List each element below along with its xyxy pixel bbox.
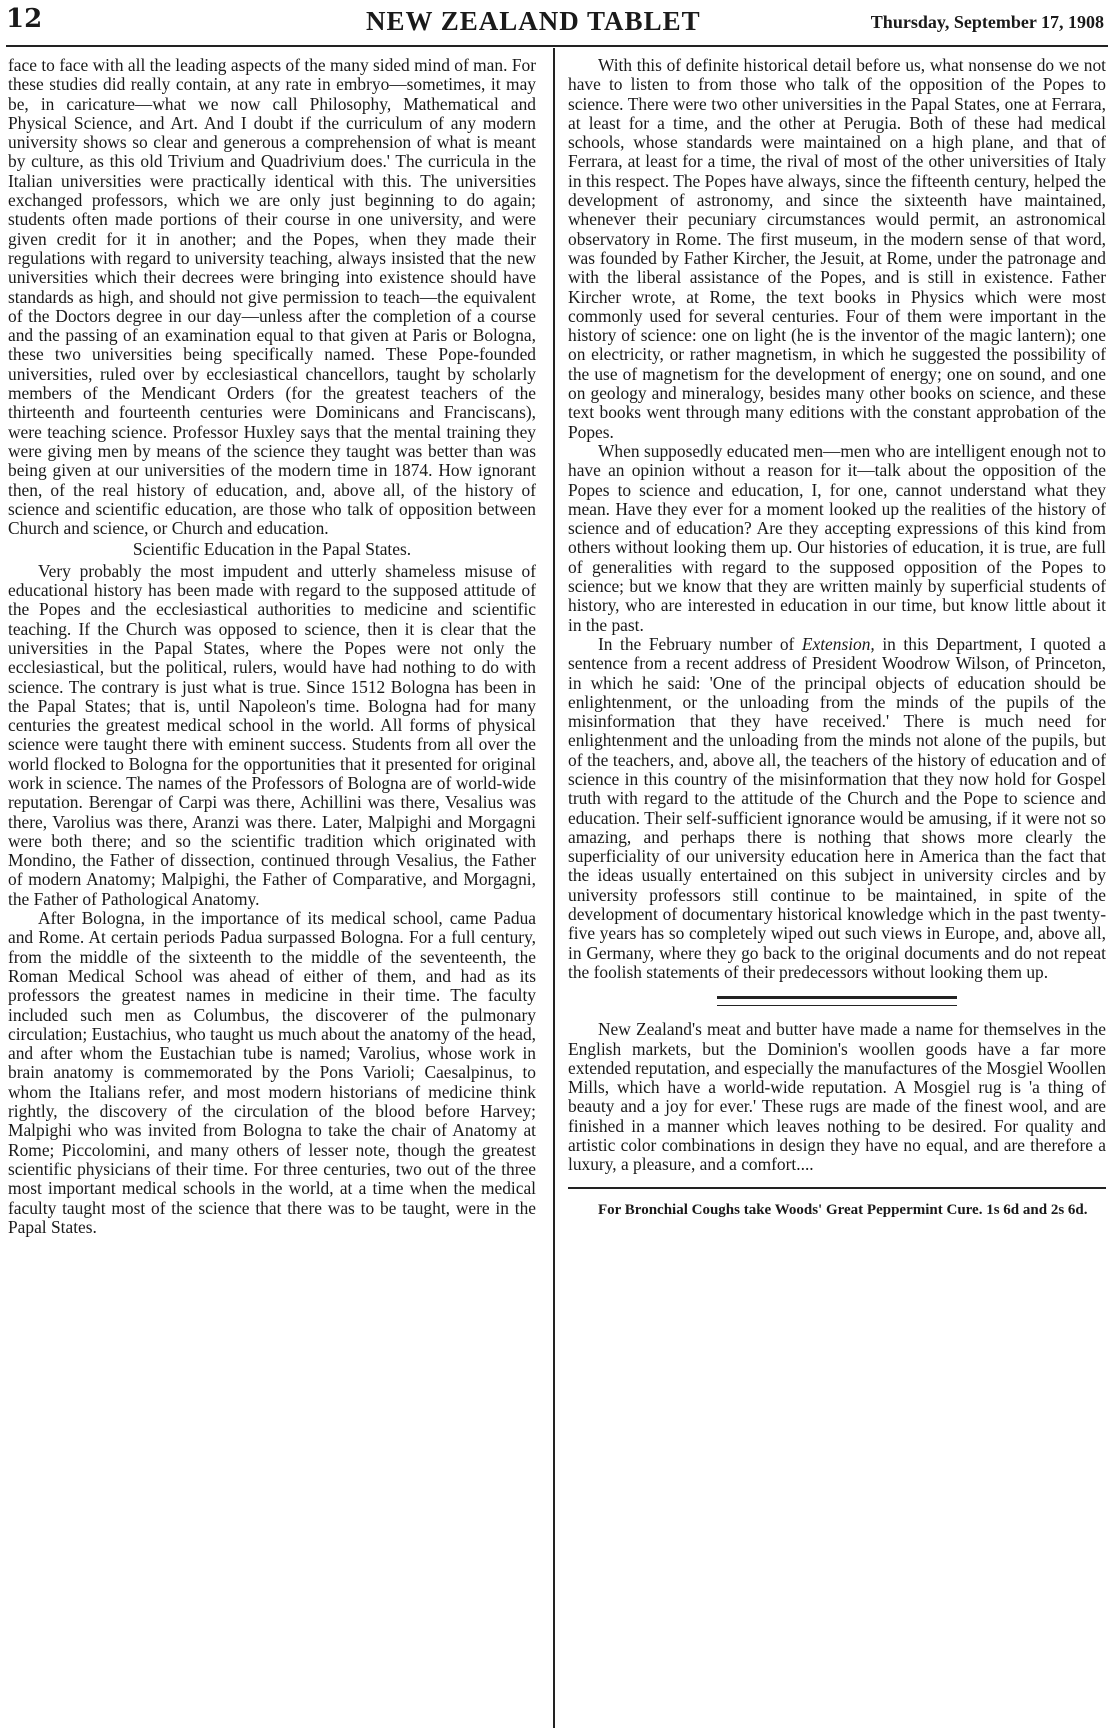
advertisement-rule (568, 1187, 1106, 1189)
article-paragraph (568, 635, 1106, 982)
publication-name: Extension, (801, 633, 875, 654)
article-paragraph: Very probably the most impudent and utterly shameless misuse of educational history has been made with regard to the supposed attitude of the Popes and the ecclesiastical authorities to medicine and scientific teaching. If the Church was opposed to science, then it is clear that the universities in the Papal States, where the Popes were not only the ecclesiastical, but the political, rulers, would have had nothing to do with science. The contrary is just what is true. Since 1512 Bologna has been in the Papal States; that is, until Napoleon's time. Bologna had for many centuries the greatest medical school in the world. All forms of physical science were taught there with eminent success. Students from all over the world flocked to Bologna for the opportunities that it presented for original work in science. The names of the Professors of Bologna are of world-wide reputation. Berengar of Carpi was there, Achillini was there, Vesalius was there, Varolius was there, Aranzi was there. Later, Malpighi and Morgagni were both there; and so the scientific tradition which originated with Mondino, the Father of dissection, continued through Vesalius, the Father of modern Anatomy; Malpighi, the Father of Comparative, and Morgagni, the Father of Pathological Anatomy. (8, 560, 536, 909)
publication-title: NEW ZEALAND TABLET (366, 6, 701, 36)
advertisement-paragraph: New Zealand's meat and butter have made a name for themselves in the English markets, but the Dominion's woollen goods have a far more extended reputation, and especially the manufactures of the Mosgiel Woollen Mills, which have a world-wide reputation. A Mosgiel rug is 'a thing of beauty and a joy for ever.' These rugs are made of the finest wool, and are finished in a manner which leaves nothing to be desired. For quality and artistic color combinations in design they have no equal, and are therefore a luxury, a pleasure, and a comfort.... (568, 1019, 1106, 1175)
article-paragraph: face to face with all the leading aspects of the many sided mind of man. For these studies did really contain, at any rate in embryo—sometimes, it may be, in caricature—what we now call Philosophy, Mathematical and Physical Science, and Art. And I doubt if the curriculum of any modern university shows so clear and generous a comprehension of what is meant by culture, as this old Trivium and Quadrivium does.' The curricula in the Italian universities were practically identical with this. The universities exchanged professors, which we are only just beginning to do again; students often made portions of their course in one university, and were given credit for it in another; and the Popes, when they made their regulations with regard to university teaching, always insisted that the new universities which their decrees were bringing into existence should have standards as high, and should not give permission to teach—the equivalent of the Doctors degree in our day—unless after the completion of a course and the passing of an examination equal to that given at Paris or Bologna, these two universities being specifically named. These Pope-founded universities, ruled over by ecclesiastical chancellors, taught by scholarly members of the Mendicant Orders (for the greatest teachers of the thirteenth and fourteenth centuries were Dominicans and Franciscans), were teaching science. Professor Huxley says that the mental training they were giving men by means of the science they taught was better than was being given at our universities of the modern time in 1874. How ignorant then, of the real history of education, and, above all, of the history of science and scientific education, are those who talk of opposition between Church and science, or Church and education. (8, 56, 536, 539)
section-subheading: Scientific Education in the Papal States. (132, 539, 412, 560)
article-paragraph: With this of definite historical detail before us, what nonsense do we not have to listen to from those who talk of the opposition of the Popes to science. There were two other universities in the Papal States, one at Ferrara, at least for a time, and the other at Perugia. Both of these had medical schools, whose standards were maintained on a high plane, and that of Ferrara, at least for a time, the rival of most of the other universities of Italy in this respect. The Popes have always, since the fifteenth century, helped the development of astronomy, and since the sixteenth have maintained, whenever their pecuniary circumstances would permit, an astronomical observatory in Rome. The first museum, in the modern sense of that word, was founded by Father Kircher, the Jesuit, at Rome, under the patronage and with the liberal assistance of the Popes, and is still in existence. Father Kircher wrote, at Rome, the text books in Physics which were most commonly used for several centuries. Four of them were important in the history of science: one on light (he is the inventor of the magic lantern); one on electricity, or rather magnetism, in which he suggested the possibility of the use of magnetism for the development of energy; one on sound, and one on geology and mineralogy, besides many other books on science, and these text books went through many editions with the constant approbation of the Popes. (568, 56, 1106, 442)
paragraph-text: in this Department, I quoted a sentence from a recent address of President Woodrow Wilson, of Princeton, in which he said: 'One of the principal objects of education should be enlightenment, or the unloading from the minds of the pupils of the misinformation that they have received.' There is much need for enlightenment and the unloading from the minds not alone of the pupils, but of the teachers, and, above all, the teachers of the history of education and of science in this country of the misinformation that they now hold for Gospel truth with regard to the attitude of the Church and the Pope to science and education. Their self-sufficient ignorance would be amusing, if it were not so amazing, and perhaps there is nothing that shows more clearly the superficiality of our university education here in America than the fact that the ideas usually entertained on this subject in university circles and by university professors still continue to be maintained, in spite of the development of documentary historical knowledge which in the past twenty-five years has so completely wiped out such views in Europe, and, above all, in Germany, where they go back to the original documents and do not repeat the foolish statements of their predecessors without looking them up. (568, 633, 1106, 982)
right-column (568, 56, 1106, 1726)
masthead-rule (6, 45, 1108, 47)
left-column (8, 56, 536, 1728)
paragraph-text: In the February number of (598, 633, 802, 654)
section-separator (717, 996, 957, 1006)
article-paragraph: When supposedly educated men—men who are intelligent enough not to have an opinion without a reason for it—talk about the opposition of the Popes to science and education, I, for one, cannot understand what they mean. Have they ever for a moment looked up the realities of the history of science and of education? Are they accepting expressions of this kind from others without looking them up. Our histories of education, it is true, are full of generalities with regard to the supposed opposition of the Popes to science; but we know that they are written mainly by superficial students of history, who are interested in education in our time, but know little about it in the past. (568, 440, 1106, 635)
page-number: 12 (6, 4, 43, 34)
article-paragraph: After Bologna, in the importance of its medical school, came Padua and Rome. At certain periods Padua surpassed Bologna. For a full century, from the middle of the sixteenth to the middle of the seventeenth, the Roman Medical School was ahead of either of them, and had as its professors the greatest names in medicine in their time. The faculty included such men as Columbus, the discoverer of the pulmonary circulation; Eustachius, who taught us much about the anatomy of the head, and after whom the Eustachian tube is named; Varolius, whose work in brain anatomy is commemorated by the Pons Varioli; Caesalpinus, to whom the Italians refer, and most modern historians of medicine think rightly, the discovery of the circulation of the blood before Harvey; Malpighi who was invited from Bologna to take the chair of Anatomy at Rome; Piccolomini, and many others of lesser note, though the greatest scientific physicians of their time. For three centuries, two out of the three most important medical schools in the world, at a time when the medical faculty taught most of the science that there was to be taught, were in the Papal States. (8, 908, 536, 1237)
issue-date: Thursday, September 17, 1908 (870, 12, 1104, 32)
advertisement-notice: For Bronchial Coughs take Woods' Great Peppermint Cure. 1s 6d and 2s 6d. (598, 1201, 1088, 1218)
masthead (6, 4, 1108, 42)
column-divider (553, 48, 555, 1728)
